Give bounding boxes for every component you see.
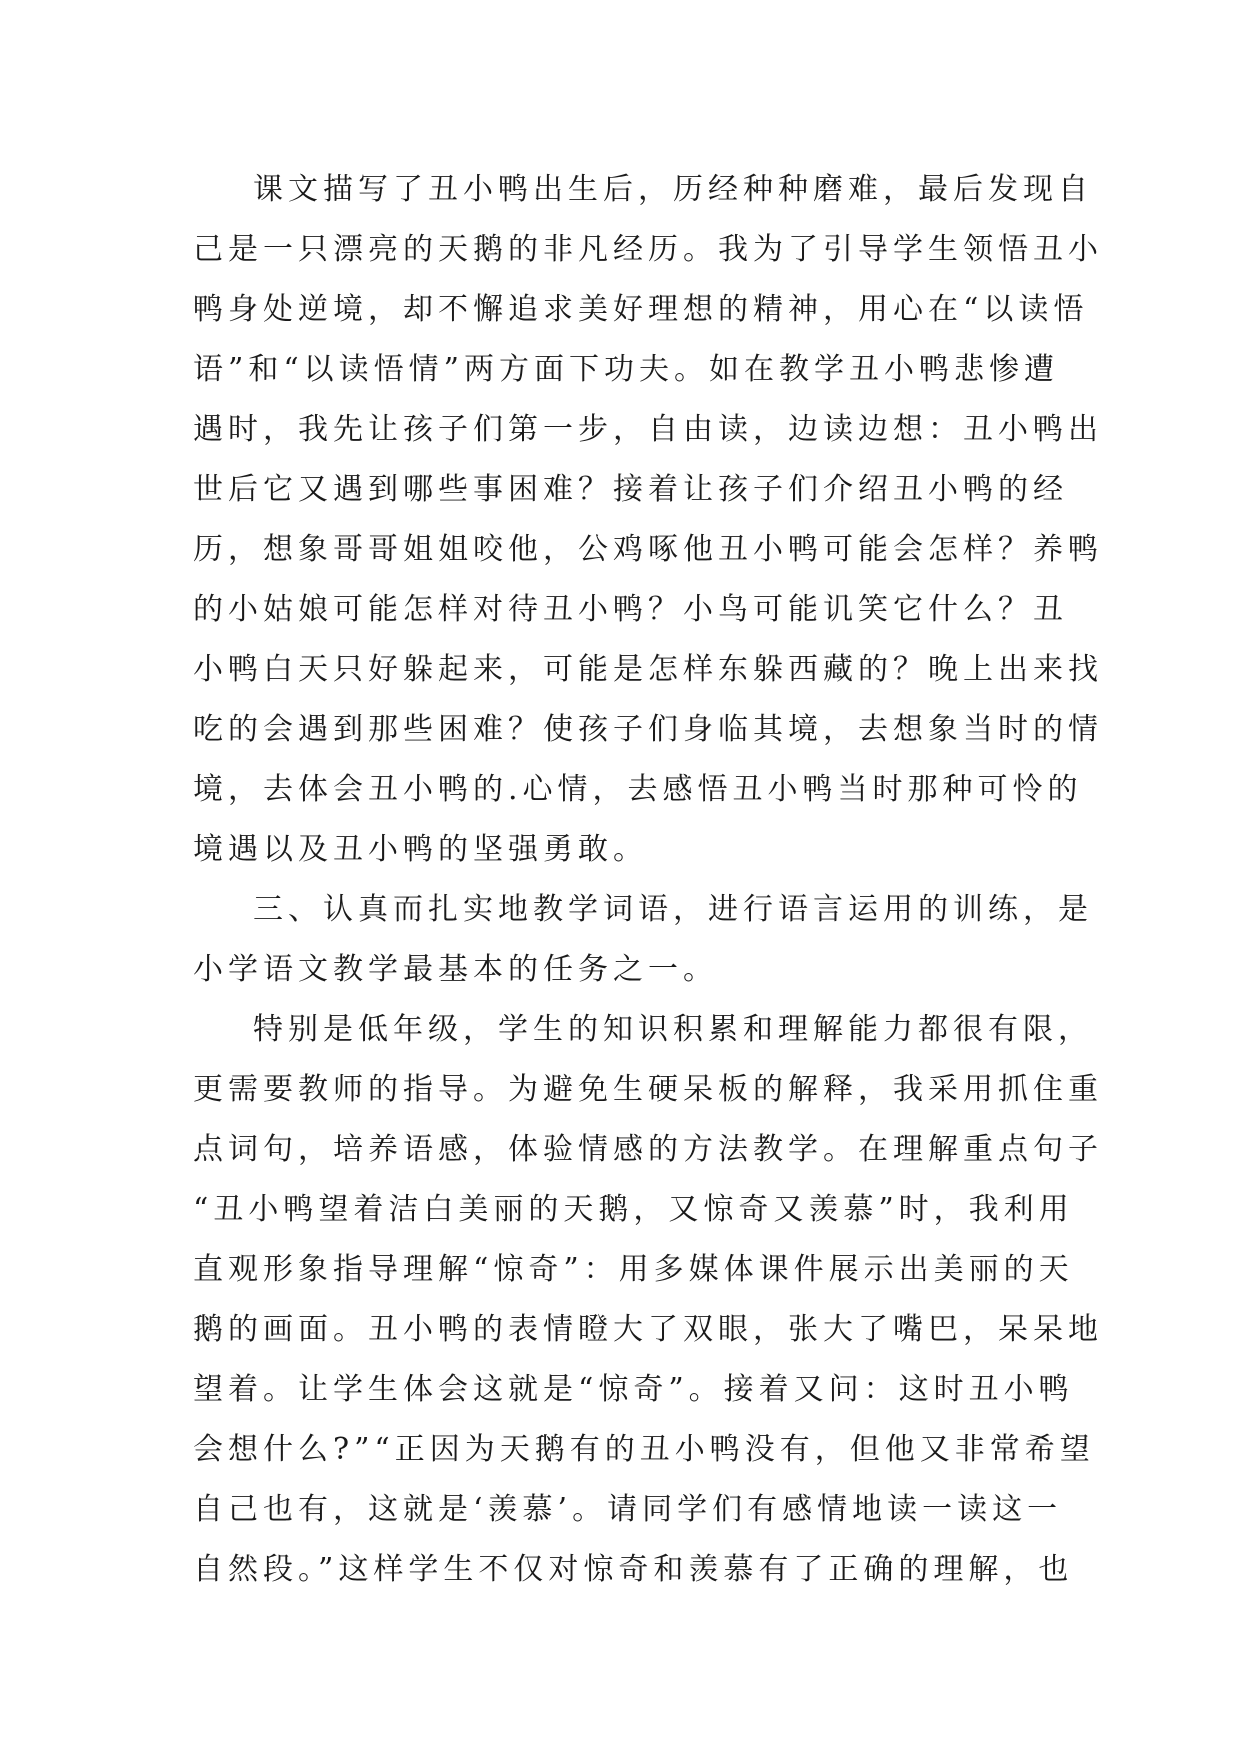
text-line: 直观形象指导理解“惊奇”：用多媒体课件展示出美丽的天 (193, 1252, 1074, 1287)
section-heading: 三、认真而扎实地教学词语，进行语言运用的训练，是 (253, 892, 1093, 927)
body-text (193, 160, 1103, 1600)
text-line: 会想什么?”“正因为天鹅有的丑小鸭没有，但他又非常希望 (193, 1432, 1095, 1467)
text-line: 遇时，我先让孩子们第一步，自由读，边读边想：丑小鸭出 (193, 412, 1103, 447)
text-line: 自己也有，这就是‘羡慕’。请同学们有感情地读一读这一 (193, 1492, 1063, 1527)
text-line: 境，去体会丑小鸭的.心情，去感悟丑小鸭当时那种可怜的 (193, 772, 1083, 807)
text-line: 点词句，培养语感，体验情感的方法教学。在理解重点句子 (193, 1132, 1103, 1167)
text-line: 小学语文教学最基本的任务之一。 (193, 952, 718, 987)
text-line: 吃的会遇到那些困难？使孩子们身临其境，去想象当时的情 (193, 712, 1103, 747)
text-line: 特别是低年级，学生的知识积累和理解能力都很有限， (253, 1012, 1093, 1047)
text-line: 己是一只漂亮的天鹅的非凡经历。我为了引导学生领悟丑小 (193, 232, 1103, 267)
text-line: 的小姑娘可能怎样对待丑小鸭？小鸟可能讥笑它什么？丑 (193, 592, 1068, 627)
text-line: 望着。让学生体会这就是“惊奇”。接着又问：这时丑小鸭 (193, 1372, 1074, 1407)
text-line: 更需要教师的指导。为避免生硬呆板的解释，我采用抓住重 (193, 1072, 1103, 1107)
text-line: 自然段。”这样学生不仅对惊奇和羡慕有了正确的理解，也 (193, 1552, 1074, 1587)
text-line: 境遇以及丑小鸭的坚强勇敢。 (193, 832, 648, 867)
text-line: 小鸭白天只好躲起来，可能是怎样东躲西藏的？晚上出来找 (193, 652, 1103, 687)
text-line: 鸭身处逆境，却不懈追求美好理想的精神，用心在“以读悟 (193, 292, 1089, 327)
text-line: 语”和“以读悟情”两方面下功夫。如在教学丑小鸭悲惨遭 (193, 352, 1060, 387)
text-line: “丑小鸭望着洁白美丽的天鹅，又惊奇又羡慕”时，我利用 (193, 1192, 1074, 1227)
text-line: 鹅的画面。丑小鸭的表情瞪大了双眼，张大了嘴巴，呆呆地 (193, 1312, 1103, 1347)
text-line: 世后它又遇到哪些事困难？接着让孩子们介绍丑小鸭的经 (193, 472, 1068, 507)
text-line: 历，想象哥哥姐姐咬他，公鸡啄他丑小鸭可能会怎样？养鸭 (193, 532, 1103, 567)
text-line: 课文描写了丑小鸭出生后，历经种种磨难，最后发现自 (253, 172, 1093, 207)
